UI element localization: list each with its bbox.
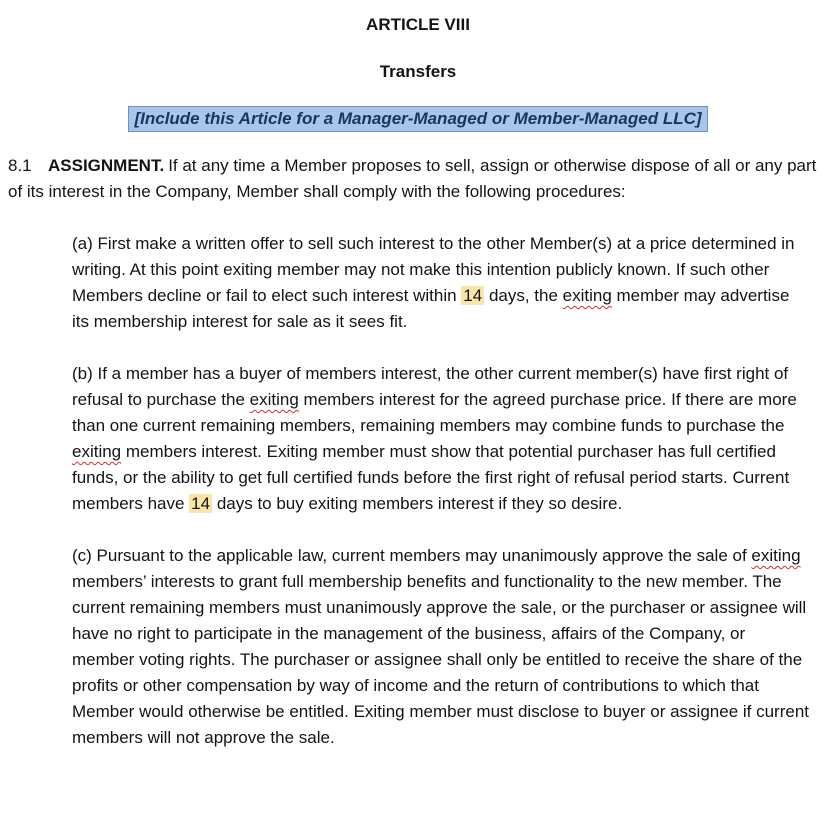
text-segment: members interest. Exiting member must show that potential purchaser has full certified funds, or the ability to get full certified funds before the first right of refusal period starts. Current members have	[72, 442, 790, 513]
drafting-notice-row	[8, 106, 828, 132]
highlighted-days-value: 14	[191, 494, 211, 513]
article-heading: ARTICLE VIII	[366, 15, 470, 34]
highlighted-days-value: 14	[463, 286, 483, 305]
subsection-paragraph	[72, 543, 828, 751]
section-intro-text: If at any time a Member proposes to sell, assign or otherwise dispose of all or any part of its interest in the Company, Member shall comply with the following procedures:	[8, 156, 817, 201]
text-segment: (a) First make a written offer to sell such interest to the other Member(s) at a price determined in writing. At this point exiting member may not make this intention publicly known. If such other Members decline or fail to elect such interest within	[72, 234, 795, 305]
text-segment: member may advertise its membership interest for sale as it sees fit.	[72, 286, 790, 331]
subsection-paragraph	[72, 231, 828, 335]
subsection-list	[8, 231, 828, 751]
text-segment: members interest for the agreed purchase price. If there are more than one current remaining members, remaining members may combine funds to purchase the	[72, 390, 797, 435]
drafting-notice-highlighted-text: [Include this Article for a Manager-Managed or Member-Managed LLC]	[128, 106, 707, 132]
misspelled-word: exiting	[249, 390, 299, 409]
section-number: 8.1	[8, 156, 32, 175]
article-subheading: Transfers	[379, 62, 457, 81]
text-segment: (b) If a member has a buyer of members interest, the other current member(s) have first right of refusal to purchase the	[72, 364, 789, 409]
misspelled-word: exiting	[751, 546, 801, 565]
misspelled-word: exiting	[72, 442, 122, 461]
text-segment: members’ interests to grant full membership benefits and functionality to the new member. The current remaining members must unanimously approve the sale, or the purchaser or assignee will have no right to participate in the management of the business, affairs of the Company, or member voting rights. The purchaser or assignee shall only be entitled to receive the share of the profits or other compensation by way of income and the return of contributions to which that Member would otherwise be entitled. Exiting member must disclose to buyer or assignee if current members will not approve the sale.	[72, 572, 810, 747]
section-8-1-paragraph	[8, 153, 828, 205]
text-segment: days to buy exiting members interest if they so desire.	[212, 494, 623, 513]
text-segment: (c) Pursuant to the applicable law, current members may unanimously approve the sale of	[72, 546, 752, 565]
text-segment: days, the	[484, 286, 563, 305]
subsection-paragraph	[72, 361, 828, 517]
section-title: ASSIGNMENT.	[48, 156, 165, 175]
misspelled-word: exiting	[562, 286, 612, 305]
